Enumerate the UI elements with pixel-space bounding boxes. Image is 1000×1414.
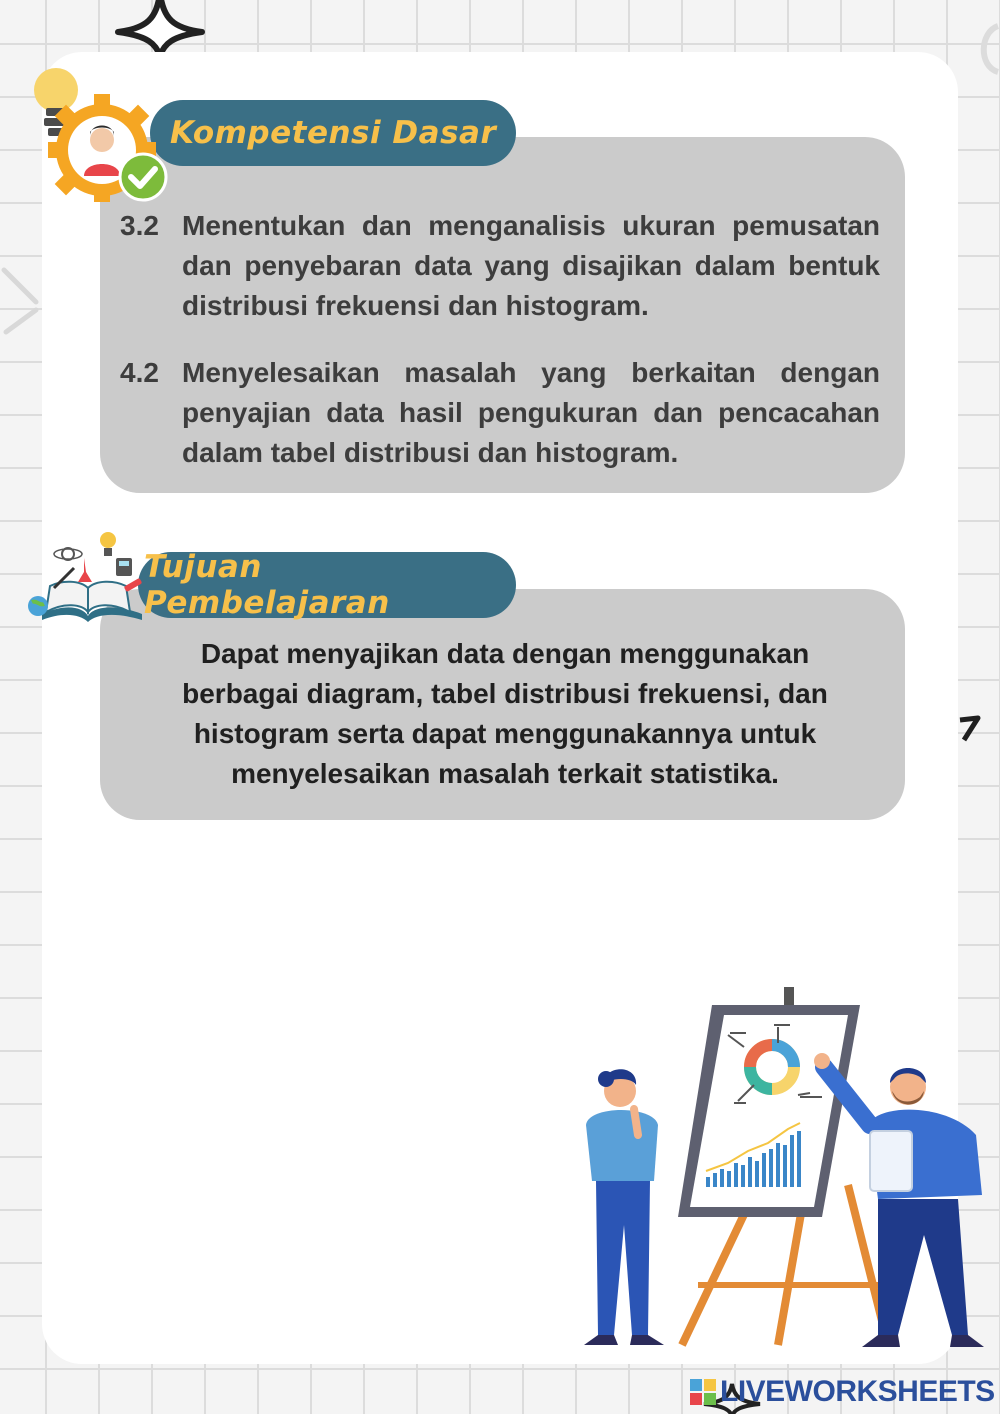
competency-heading [150, 100, 516, 166]
open-book-science-icon [24, 528, 150, 628]
objectives-text: Dapat menyajikan data dengan menggunakan berbagai diagram, tabel distribusi frekuensi, dan histogram serta dapat menggunakannya untuk menyelesaikan masalah terkait statistika. [182, 638, 828, 789]
competency-item [120, 353, 880, 473]
doodle-top-right-icon [970, 18, 1000, 78]
competency-number: 4.2 [120, 357, 159, 388]
liveworksheets-logo-text: LIVEWORKSHEETS [720, 1375, 995, 1408]
competency-item [120, 206, 880, 326]
star-doodle-icon [108, 0, 208, 56]
objectives-heading-text: Tujuan Pembelajaran [144, 549, 390, 621]
competency-text: Menentukan dan menganalisis ukuran pemusatan dan penyebaran data yang disajikan dalam bentuk distribusi frekuensi dan histogram. [182, 210, 880, 321]
competency-text: Menyelesaikan masalah yang berkaitan dengan penyajian data hasil pengukuran dan pencacahan dalam tabel distribusi dan histogram. [182, 357, 880, 468]
competency-heading-text: Kompetensi Dasar [170, 115, 497, 151]
doodle-right-arrow-icon [956, 712, 986, 746]
objectives-heading [138, 549, 516, 621]
liveworksheets-logo-icon [690, 1379, 716, 1405]
presentation-board-illustration [578, 985, 986, 1365]
competency-number: 3.2 [120, 210, 159, 241]
checkmark-badge-icon [118, 152, 168, 202]
doodle-left-icon [0, 262, 42, 342]
liveworksheets-logo [690, 1372, 995, 1412]
